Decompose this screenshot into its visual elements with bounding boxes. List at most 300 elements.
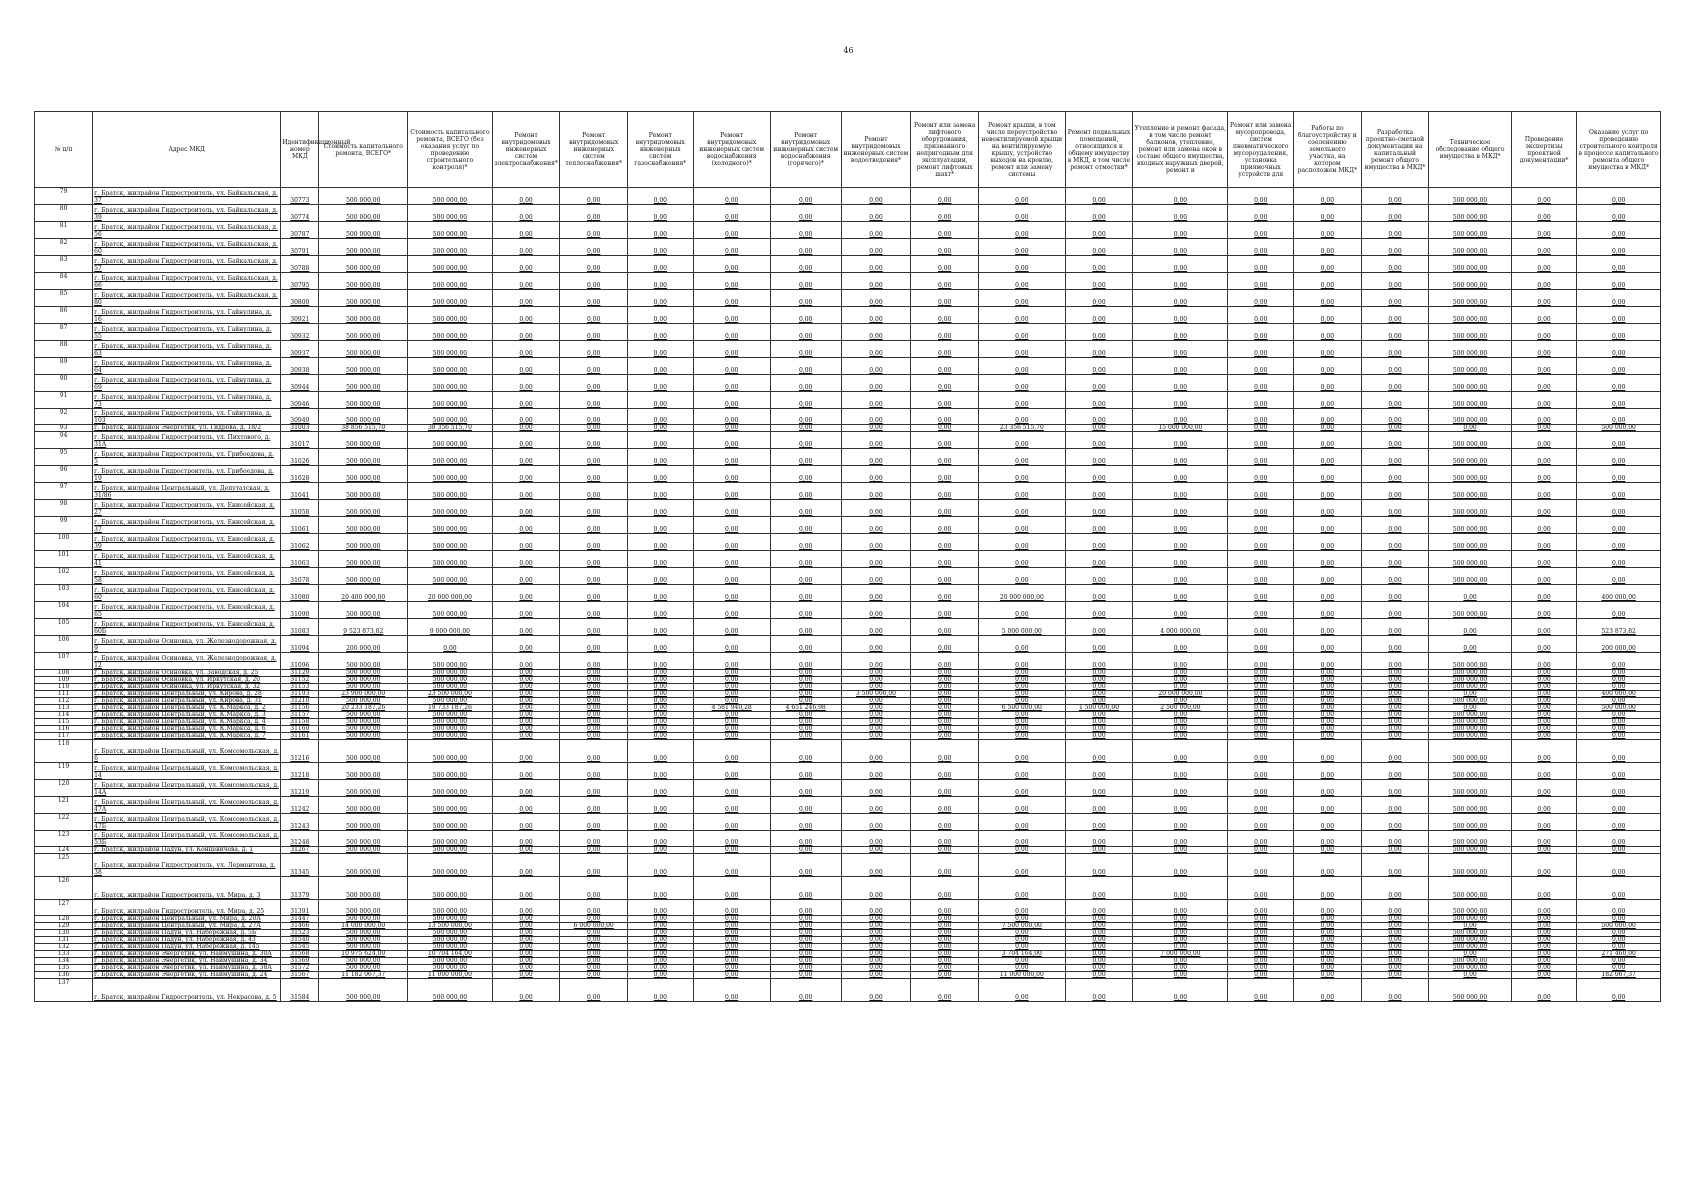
table-cell: 500 000,00 — [1429, 719, 1511, 726]
table-cell: 0,00 — [693, 568, 770, 585]
table-cell: 0,00 — [841, 425, 911, 432]
table-cell: 0,00 — [1294, 290, 1362, 307]
table-cell: 500 000,00 — [319, 324, 408, 341]
table-cell: 0,00 — [1511, 585, 1577, 602]
table-cell: 0,00 — [1065, 409, 1133, 425]
table-cell: 0,00 — [1228, 916, 1294, 923]
table-cell: 0,00 — [1577, 409, 1661, 425]
table-cell: 500 000,00 — [319, 517, 408, 534]
table-cell: 500 000,00 — [319, 958, 408, 965]
table-cell: 0,00 — [979, 205, 1066, 222]
table-row — [35, 937, 1661, 944]
table-cell: 0,00 — [911, 740, 979, 763]
table-cell: 0,00 — [628, 432, 694, 449]
table-cell: 0,00 — [841, 500, 911, 517]
table-cell: 0,00 — [1361, 719, 1429, 726]
table-cell: 0,00 — [1228, 239, 1294, 256]
table-cell: 500 000,00 — [1429, 854, 1511, 877]
table-cell: 0,00 — [560, 705, 628, 712]
table-cell: 0,00 — [841, 636, 911, 653]
table-cell: 0,00 — [1511, 877, 1577, 900]
table-cell: 0,00 — [1577, 726, 1661, 733]
table-cell: 20 000 000,00 — [1133, 691, 1228, 698]
table-cell: 0,00 — [1065, 602, 1133, 619]
table-cell: 0,00 — [492, 740, 560, 763]
table-cell: 0,00 — [1065, 979, 1133, 1002]
table-cell: 500 000,00 — [408, 916, 493, 923]
table-cell: 0,00 — [1133, 307, 1228, 324]
table-cell: 0,00 — [841, 449, 911, 466]
table-row — [35, 568, 1661, 585]
table-cell: 500 000,00 — [319, 944, 408, 951]
row-number-cell: 82 — [35, 239, 93, 256]
table-cell: 30944 — [281, 375, 319, 392]
table-cell: 0,00 — [1228, 466, 1294, 483]
table-cell: 0,00 — [911, 585, 979, 602]
table-cell: 0,00 — [770, 602, 841, 619]
table-cell: 0,00 — [492, 517, 560, 534]
table-cell: 0,00 — [560, 392, 628, 409]
table-cell: 500 000,00 — [319, 831, 408, 847]
table-cell: 0,00 — [1361, 965, 1429, 972]
table-cell: 0,00 — [1228, 290, 1294, 307]
table-cell: 0,00 — [841, 619, 911, 636]
table-cell: 0,00 — [1133, 814, 1228, 831]
table-cell: 31584 — [281, 979, 319, 1002]
table-cell: 0,00 — [628, 585, 694, 602]
table-cell: 0,00 — [770, 205, 841, 222]
table-cell: 31523 — [281, 930, 319, 937]
table-cell: 0,00 — [911, 432, 979, 449]
column-header: Ремонт внутридомовых инженерных систем водоснабжения (холодного)* — [693, 112, 770, 188]
table-cell: 0,00 — [1065, 900, 1133, 916]
row-number-cell: 102 — [35, 568, 93, 585]
table-cell: 500 000,00 — [1429, 677, 1511, 684]
address-cell: г. Братск, жилрайон Падун, ул. Набережная, д. 145 — [93, 944, 281, 951]
table-cell: 0,00 — [628, 636, 694, 653]
table-cell: 500 000,00 — [408, 719, 493, 726]
table-cell: 0,00 — [911, 324, 979, 341]
table-cell: 0,00 — [560, 712, 628, 719]
table-cell: 0,00 — [841, 965, 911, 972]
table-cell: 0,00 — [1065, 205, 1133, 222]
table-cell: 0,00 — [693, 780, 770, 797]
table-cell: 0,00 — [1228, 831, 1294, 847]
table-cell: 0,00 — [1361, 951, 1429, 958]
table-cell: 0,00 — [770, 951, 841, 958]
table-cell: 0,00 — [1511, 958, 1577, 965]
table-cell: 0,00 — [770, 763, 841, 780]
table-cell: 0,00 — [1511, 814, 1577, 831]
column-header: Оказание услуг по проведению строительного контроля в процессе капитального ремонта общего имущества в МКД* — [1577, 112, 1661, 188]
table-cell: 0,00 — [560, 951, 628, 958]
table-cell: 500 000,00 — [1429, 290, 1511, 307]
table-cell: 0,00 — [911, 900, 979, 916]
table-cell: 0,00 — [1511, 847, 1577, 854]
table-cell: 0,00 — [1133, 324, 1228, 341]
table-cell: 0,00 — [841, 719, 911, 726]
table-cell: 500 000,00 — [319, 256, 408, 273]
table-cell: 0,00 — [560, 958, 628, 965]
table-cell: 0,00 — [841, 432, 911, 449]
table-cell: 0,00 — [841, 944, 911, 951]
table-cell: 0,00 — [841, 551, 911, 568]
table-cell: 500 000,00 — [319, 684, 408, 691]
table-cell: 0,00 — [1065, 375, 1133, 392]
table-cell: 0,00 — [1361, 677, 1429, 684]
table-cell: 30921 — [281, 307, 319, 324]
table-cell: 31569 — [281, 958, 319, 965]
table-cell: 500 000,00 — [319, 712, 408, 719]
table-cell: 0,00 — [492, 814, 560, 831]
table-cell: 0,00 — [1361, 517, 1429, 534]
table-cell: 0,00 — [841, 239, 911, 256]
table-cell: 0,00 — [911, 958, 979, 965]
table-cell: 0,00 — [693, 517, 770, 534]
table-cell: 0,00 — [770, 916, 841, 923]
table-cell: 0,00 — [693, 951, 770, 958]
table-cell: 0,00 — [1228, 814, 1294, 831]
table-cell: 31572 — [281, 965, 319, 972]
table-cell: 500 000,00 — [408, 797, 493, 814]
table-cell: 0,00 — [628, 854, 694, 877]
table-cell: 0,00 — [693, 653, 770, 670]
table-cell: 30932 — [281, 324, 319, 341]
table-cell: 0,00 — [979, 409, 1066, 425]
table-cell: 0,00 — [492, 670, 560, 677]
table-cell: 0,00 — [1511, 432, 1577, 449]
table-cell: 0,00 — [492, 392, 560, 409]
table-cell: 0,00 — [492, 937, 560, 944]
table-cell: 500 000,00 — [408, 205, 493, 222]
table-cell: 0,00 — [628, 409, 694, 425]
table-cell: 0,00 — [628, 923, 694, 930]
table-cell: 0,00 — [770, 726, 841, 733]
table-cell: 0,00 — [979, 930, 1066, 937]
table-row — [35, 958, 1661, 965]
table-cell: 0,00 — [693, 847, 770, 854]
address-cell: г. Братск, жилрайон Гидростроитель, ул. Енисейская, д. 37 — [93, 517, 281, 534]
table-row — [35, 877, 1661, 900]
column-header: Ремонт внутридомовых инженерных систем теплоснабжения* — [560, 112, 628, 188]
table-cell: 500 000,00 — [319, 814, 408, 831]
table-cell: 0,00 — [911, 916, 979, 923]
table-cell: 200 000,00 — [319, 636, 408, 653]
table-cell: 31028 — [281, 466, 319, 483]
table-cell: 0,00 — [1228, 900, 1294, 916]
address-cell: г. Братск, жилрайон Центральный, ул. Мира, д. 27А — [93, 923, 281, 930]
table-cell: 0,00 — [492, 712, 560, 719]
table-cell: 0,00 — [1294, 797, 1362, 814]
table-cell: 0,00 — [693, 916, 770, 923]
address-cell: г. Братск, жилрайон Центральный, ул. Депутатская, д. 31/86 — [93, 483, 281, 500]
table-cell: 0,00 — [1294, 937, 1362, 944]
table-cell: 0,00 — [1511, 733, 1577, 740]
table-cell: 0,00 — [1511, 854, 1577, 877]
table-cell: 31345 — [281, 854, 319, 877]
table-cell: 0,00 — [693, 500, 770, 517]
table-cell: 0,00 — [911, 483, 979, 500]
table-cell: 0,00 — [1577, 449, 1661, 466]
table-cell: 0,00 — [1294, 916, 1362, 923]
table-cell: 0,00 — [979, 222, 1066, 239]
table-cell: 0,00 — [1133, 712, 1228, 719]
table-cell: 0,00 — [628, 951, 694, 958]
table-cell: 0,00 — [628, 188, 694, 205]
table-cell: 0,00 — [628, 958, 694, 965]
table-cell: 0,00 — [841, 684, 911, 691]
table-cell: 0,00 — [770, 814, 841, 831]
table-cell: 0,00 — [1511, 188, 1577, 205]
table-row — [35, 923, 1661, 930]
table-cell: 0,00 — [1133, 392, 1228, 409]
table-cell: 0,00 — [1361, 814, 1429, 831]
table-cell: 0,00 — [1294, 551, 1362, 568]
table-cell: 0,00 — [1294, 500, 1362, 517]
table-cell: 500 000,00 — [319, 847, 408, 854]
table-cell: 0,00 — [1511, 239, 1577, 256]
table-cell: 0,00 — [841, 958, 911, 965]
table-cell: 0,00 — [1577, 916, 1661, 923]
table-cell: 0,00 — [979, 979, 1066, 1002]
table-cell: 0,00 — [770, 483, 841, 500]
table-cell: 500 000,00 — [1429, 602, 1511, 619]
table-cell: 500 000,00 — [1429, 900, 1511, 916]
row-number-cell: 130 — [35, 930, 93, 937]
table-cell: 0,00 — [1577, 375, 1661, 392]
table-cell: 0,00 — [628, 930, 694, 937]
table-cell: 500 000,00 — [1429, 256, 1511, 273]
table-cell: 500 000,00 — [408, 653, 493, 670]
table-cell: 500 000,00 — [408, 483, 493, 500]
table-row — [35, 500, 1661, 517]
table-cell: 0,00 — [1228, 740, 1294, 763]
page-number: 46 — [843, 46, 854, 55]
table-cell: 31078 — [281, 568, 319, 585]
table-cell: 0,00 — [693, 188, 770, 205]
table-cell: 0,00 — [1228, 358, 1294, 375]
table-cell: 500 000,00 — [1429, 324, 1511, 341]
table-cell: 0,00 — [911, 705, 979, 712]
table-cell: 500 000,00 — [1429, 930, 1511, 937]
table-cell: 0,00 — [979, 466, 1066, 483]
table-cell: 0,00 — [560, 684, 628, 691]
table-cell: 0,00 — [979, 636, 1066, 653]
table-cell: 0,00 — [770, 923, 841, 930]
table-cell: 0,00 — [1429, 923, 1511, 930]
table-cell: 0,00 — [841, 763, 911, 780]
table-cell: 500 000,00 — [319, 483, 408, 500]
table-cell: 0,00 — [1361, 944, 1429, 951]
address-cell: г. Братск, жилрайон Центральный, ул. Комсомольская, д. 14А — [93, 780, 281, 797]
table-cell: 0,00 — [1065, 432, 1133, 449]
table-cell: 0,00 — [560, 780, 628, 797]
table-cell: 500 000,00 — [408, 900, 493, 916]
table-cell: 0,00 — [979, 602, 1066, 619]
table-cell: 0,00 — [1429, 636, 1511, 653]
table-cell: 0,00 — [693, 698, 770, 705]
table-cell: 0,00 — [1294, 568, 1362, 585]
table-cell: 500 000,00 — [1577, 705, 1661, 712]
address-cell: г. Братск, жилрайон Центральный, ул. Комсомольская, д. 53Б — [94, 832, 279, 846]
table-cell: 0,00 — [1577, 188, 1661, 205]
table-cell: 500 000,00 — [1429, 979, 1511, 1002]
table-cell: 0,00 — [560, 930, 628, 937]
table-cell: 0,00 — [628, 425, 694, 432]
table-cell: 0,00 — [628, 239, 694, 256]
table-cell: 0,00 — [1429, 951, 1511, 958]
row-number-cell: 112 — [35, 698, 93, 705]
table-cell: 0,00 — [1228, 483, 1294, 500]
table-cell: 500 000,00 — [319, 409, 408, 425]
table-cell: 0,00 — [1294, 847, 1362, 854]
row-number-cell: 101 — [35, 551, 93, 568]
table-cell: 0,00 — [1065, 585, 1133, 602]
table-cell: 0,00 — [979, 900, 1066, 916]
row-number-cell: 91 — [35, 392, 93, 409]
table-cell: 500 000,00 — [408, 341, 493, 358]
row-number-cell: 116 — [35, 726, 93, 733]
table-cell: 0,00 — [1511, 719, 1577, 726]
table-cell: 0,00 — [1294, 965, 1362, 972]
table-cell: 0,00 — [841, 712, 911, 719]
table-cell: 0,00 — [628, 684, 694, 691]
address-cell: г. Братск, жилрайон Гидростроитель, ул. Мира, д. 3 — [93, 877, 281, 900]
table-cell: 31216 — [281, 740, 319, 763]
table-cell: 0,00 — [1511, 449, 1577, 466]
table-cell: 0,00 — [693, 670, 770, 677]
table-cell: 500 000,00 — [408, 698, 493, 705]
table-cell: 0,00 — [492, 568, 560, 585]
table-cell: 30949 — [281, 409, 319, 425]
table-cell: 0,00 — [560, 568, 628, 585]
table-cell: 0,00 — [979, 877, 1066, 900]
table-cell: 0,00 — [1065, 534, 1133, 551]
row-number-cell: 127 — [35, 900, 93, 916]
address-cell: г. Братск, жилрайон Падун, ул. Набережная, д. 43 — [93, 937, 281, 944]
table-cell: 0,00 — [560, 290, 628, 307]
table-cell: 0,00 — [841, 585, 911, 602]
address-cell: г. Братск, жилрайон Гидростроитель, ул. Енисейская, д. 27 — [93, 500, 281, 517]
table-cell: 0,00 — [1228, 691, 1294, 698]
table-cell: 0,00 — [492, 256, 560, 273]
table-row — [35, 290, 1661, 307]
table-cell: 500 000,00 — [319, 719, 408, 726]
table-cell: 0,00 — [1511, 712, 1577, 719]
table-row — [35, 483, 1661, 500]
table-row — [35, 972, 1661, 979]
table-cell: 0,00 — [1133, 684, 1228, 691]
table-cell: 0,00 — [770, 670, 841, 677]
table-cell: 0,00 — [492, 358, 560, 375]
table-row — [35, 698, 1661, 705]
address-cell: г. Братск, жилрайон Гидростроитель, ул. Байкальская, д. 57 — [93, 256, 281, 273]
table-row — [35, 684, 1661, 691]
table-cell: 0,00 — [693, 290, 770, 307]
table-row — [35, 205, 1661, 222]
table-cell: 0,00 — [1361, 392, 1429, 409]
table-row — [35, 733, 1661, 740]
table-cell: 0,00 — [911, 449, 979, 466]
table-cell: 0,00 — [1228, 923, 1294, 930]
table-cell: 0,00 — [770, 222, 841, 239]
table-cell: 0,00 — [1577, 256, 1661, 273]
table-cell: 0,00 — [1228, 965, 1294, 972]
table-cell: 500 000,00 — [408, 409, 493, 425]
table-cell: 0,00 — [560, 719, 628, 726]
table-cell: 0,00 — [1228, 726, 1294, 733]
table-cell: 0,00 — [492, 551, 560, 568]
table-cell: 0,00 — [841, 466, 911, 483]
row-number-cell: 105 — [35, 619, 93, 636]
table-cell: 500 000,00 — [319, 341, 408, 358]
table-cell: 0,00 — [1133, 733, 1228, 740]
table-cell: 0,00 — [492, 847, 560, 854]
table-cell: 0,00 — [1133, 698, 1228, 705]
table-cell: 0,00 — [560, 847, 628, 854]
table-cell: 10 975 624,00 — [319, 951, 408, 958]
table-cell: 0,00 — [770, 534, 841, 551]
table-cell: 0,00 — [1065, 425, 1133, 432]
table-cell: 500 000,00 — [1429, 551, 1511, 568]
table-cell: 0,00 — [492, 602, 560, 619]
table-cell: 31447 — [281, 916, 319, 923]
table-cell: 0,00 — [841, 930, 911, 937]
table-cell: 0,00 — [911, 712, 979, 719]
table-cell: 0,00 — [1133, 449, 1228, 466]
table-cell: 500 000,00 — [1429, 944, 1511, 951]
table-row — [35, 979, 1661, 1002]
row-number-cell: 134 — [35, 958, 93, 965]
table-cell: 0,00 — [1133, 466, 1228, 483]
table-cell: 0,00 — [1065, 684, 1133, 691]
table-cell: 4 581 940,28 — [693, 705, 770, 712]
table-cell: 0,00 — [911, 636, 979, 653]
table-cell: 0,00 — [1294, 585, 1362, 602]
table-cell: 0,00 — [628, 466, 694, 483]
table-cell: 0,00 — [1065, 726, 1133, 733]
table-cell: 500 000,00 — [319, 653, 408, 670]
table-cell: 0,00 — [1577, 877, 1661, 900]
table-row — [35, 358, 1661, 375]
table-cell: 0,00 — [693, 341, 770, 358]
table-cell: 0,00 — [1361, 733, 1429, 740]
table-row — [35, 705, 1661, 712]
table-cell: 0,00 — [1511, 937, 1577, 944]
table-cell: 0,00 — [492, 585, 560, 602]
address-cell: г. Братск, жилрайон Гидростроитель, ул. Байкальская, д. 60 — [93, 239, 281, 256]
table-cell: 0,00 — [560, 375, 628, 392]
table-cell: 0,00 — [770, 691, 841, 698]
table-cell: 0,00 — [841, 847, 911, 854]
table-cell: 0,00 — [1511, 409, 1577, 425]
row-number-cell: 100 — [35, 534, 93, 551]
table-cell: 23 900 000,00 — [319, 691, 408, 698]
table-cell: 0,00 — [1361, 684, 1429, 691]
table-cell: 0,00 — [1133, 409, 1228, 425]
table-cell: 0,00 — [841, 392, 911, 409]
row-number-cell: 81 — [35, 222, 93, 239]
table-cell: 0,00 — [1133, 944, 1228, 951]
table-cell: 0,00 — [1511, 392, 1577, 409]
table-cell: 0,00 — [1511, 205, 1577, 222]
table-cell: 0,00 — [1577, 602, 1661, 619]
table-cell: 500 000,00 — [408, 517, 493, 534]
table-cell: 0,00 — [1577, 432, 1661, 449]
table-cell: 0,00 — [1133, 923, 1228, 930]
table-cell: 0,00 — [1228, 937, 1294, 944]
address-cell: г. Братск, жилрайон Гидростроитель, ул. Енисейская, д. 41 — [93, 551, 281, 568]
